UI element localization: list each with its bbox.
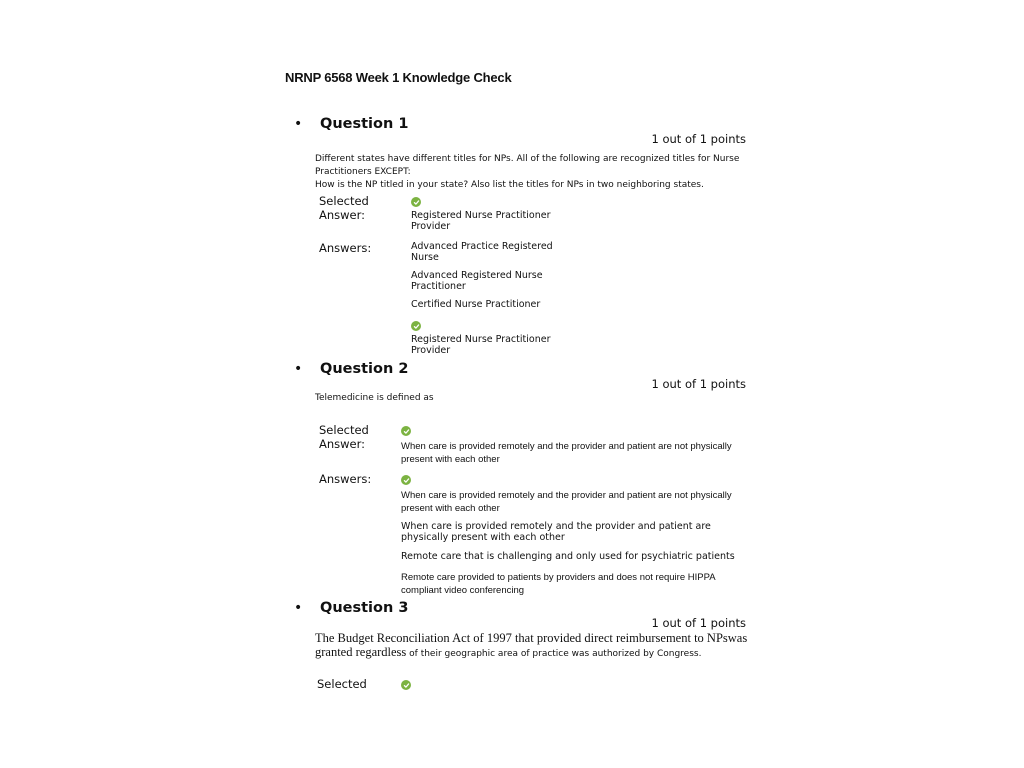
check-circle-icon bbox=[401, 475, 411, 485]
question-3-text-sans: of their geographic area of practice was authorized by Congress. bbox=[409, 649, 702, 659]
question-1-text-line3: How is the NP titled in your state? Also list the titles for NPs in two neighboring states. bbox=[315, 180, 704, 190]
question-3-points: 1 out of 1 points bbox=[651, 616, 746, 630]
check-circle-icon bbox=[411, 321, 421, 331]
question-2-answer-2: When care is provided remotely and the provider and patient are physically present with each other bbox=[401, 521, 711, 543]
check-circle-icon bbox=[401, 426, 411, 436]
question-2-text: Telemedicine is defined as bbox=[315, 393, 434, 403]
question-1-selected-label-1: Selected bbox=[319, 194, 369, 208]
check-circle-icon bbox=[401, 680, 411, 690]
question-2-answers-label: Answers: bbox=[319, 472, 372, 486]
question-3-selected-label-1: Selected bbox=[317, 677, 367, 691]
check-circle-icon bbox=[411, 197, 421, 207]
question-1-answers-label: Answers: bbox=[319, 241, 372, 255]
question-3-text bbox=[315, 632, 755, 660]
question-1-text bbox=[315, 153, 755, 192]
question-1-bullet: • bbox=[294, 116, 303, 132]
document-title: NRNP 6568 Week 1 Knowledge Check bbox=[285, 70, 512, 85]
question-1-selected-label-2: Answer: bbox=[319, 208, 366, 222]
question-1-answer-2: Advanced Registered Nurse Practitioner bbox=[411, 270, 543, 292]
question-1-selected-answer: Registered Nurse Practitioner Provider bbox=[411, 210, 551, 232]
question-1-answer-1: Advanced Practice Registered Nurse bbox=[411, 241, 553, 263]
question-2-selected-label-1: Selected bbox=[319, 423, 369, 437]
question-1-text-line1: Different states have different titles for NPs. All of the following are recognized titles for Nurse bbox=[315, 154, 740, 164]
question-2-answer-3: Remote care that is challenging and only used for psychiatric patients bbox=[401, 551, 735, 562]
question-1-points: 1 out of 1 points bbox=[651, 132, 746, 146]
question-1-heading: Question 1 bbox=[320, 116, 409, 132]
question-2-selected-label-2: Answer: bbox=[319, 437, 366, 451]
question-3-bullet: • bbox=[294, 600, 303, 616]
question-2-points: 1 out of 1 points bbox=[651, 377, 746, 391]
question-3-heading: Question 3 bbox=[320, 600, 409, 616]
question-2-answer-1: When care is provided remotely and the provider and patient are not physically present with each other bbox=[401, 490, 732, 514]
question-2-answer-4: Remote care provided to patients by providers and does not require HIPPA compliant video conferencing bbox=[401, 572, 716, 596]
question-1-answer-3: Certified Nurse Practitioner bbox=[411, 299, 541, 310]
question-2-bullet: • bbox=[294, 361, 303, 377]
question-2-selected-answer: When care is provided remotely and the provider and patient are not physically present with each other bbox=[401, 441, 732, 465]
question-1-text-line2: Practitioners EXCEPT: bbox=[315, 167, 411, 177]
question-1-answer-4: Registered Nurse Practitioner Provider bbox=[411, 334, 551, 356]
question-2-heading: Question 2 bbox=[320, 361, 409, 377]
question-3-text-serif: The Budget Reconciliation Act of 1997 that provided direct reimbursement to NPswas granted regardless bbox=[315, 631, 748, 659]
